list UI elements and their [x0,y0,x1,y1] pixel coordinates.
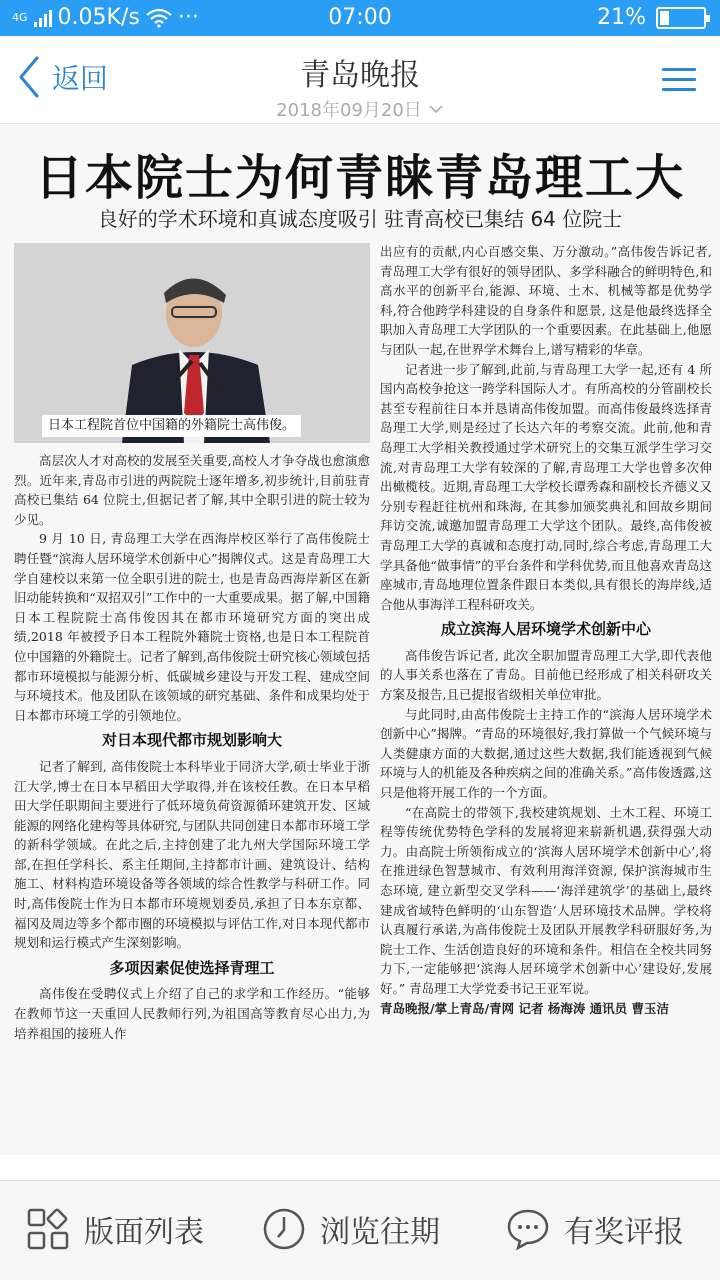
date-selector[interactable] [276,96,444,122]
rewarded-comment-button[interactable] [506,1207,684,1251]
status-bar [0,0,720,36]
layout-list-button[interactable] [26,1207,204,1251]
battery-level [660,11,669,25]
article-paragraph: 高伟俊在受聘仪式上介绍了自己的求学和工作经历。“能够在教师节这一天重回人民教师行列,为祖国高等教育尽心出力,为培养祖国的接班人作 [14,986,370,1041]
layout-list-label: 版面列表 [84,1215,204,1250]
section-heading: 多项因素促使选择青理工 [109,958,275,977]
speaker-portrait-image [14,243,370,443]
article-photo [14,243,370,443]
article-subhead: 良好的学术环境和真诚态度吸引 驻青高校已集结 64 位院士 [97,207,623,231]
newspaper-page[interactable] [0,125,720,1155]
grid-icon [26,1207,70,1251]
menu-icon[interactable] [662,68,696,92]
chevron-down-icon [428,104,444,114]
article-headline: 日本院士为何青睐青岛理工大 [34,150,685,206]
title-block [0,50,720,122]
bottom-nav [0,1180,720,1280]
article-paragraph: 高伟俊告诉记者, 此次全职加盟青岛理工大学,即代表他的人事关系也落在了青岛。目前他已经形成了相关科研攻关方案及报告,且已提报省级相关单位审批。 [380,647,712,703]
photo-caption: 日本工程院首位中国籍的外籍院士高伟俊。 [42,415,301,437]
clock-icon [262,1207,306,1251]
section-heading: 成立滨海人居环境学术创新中心 [440,620,651,639]
rewarded-comment-label: 有奖评报 [564,1215,684,1250]
comment-icon [506,1207,550,1251]
battery-percent: 21% [597,5,646,30]
top-app-bar [0,36,720,124]
back-label: 返回 [52,62,109,95]
article-paragraph: “在高院士的带领下,我校建筑规划、土木工程、环境工程等传统优势特色学科的发展将迎来崭新机遇,获得强大动力。由高院士所领衔成立的‘滨海人居环境学术创新中心’,将在推进绿色智慧城市、有效利用海洋资源, 保护滨海城市生态环境, 建立新型交叉学科——‘海洋建筑学’的基础上,最终建成省域特色鲜明的‘山东智造’人居环境技术品牌。学校将认真履行承诺,为高伟俊院士及团队开展教学科研服好务,为院士工作、生活创造良好的环境和条件。相信在全校共同努力下,一定能够把‘滨海人居环境学术创新中心’建设好,发展好。” 青岛理工大学党委书记王亚军说。 [380,804,712,996]
article-paragraph: 与此同时,由高伟俊院士主持工作的“滨海人居环境学术创新中心”揭牌。“青岛的环境很好,我打算做一个气候环境与人类健康方面的大数据,通过这些大数据,我们能透视到气候环境与人的机能及各种疾病之间的准确关系。”高伟俊透露,这只是他将开展工作的一个方面。 [380,706,712,801]
battery-icon [656,7,706,29]
network-speed: 0.05K/s [57,5,140,30]
article-paragraph: 记者了解到, 高伟俊院士本科毕业于同济大学,硕士毕业于浙江大学,博士在日本早稻田大学取得,并在该校任教。在日本早稻田大学任职期间主要进行了低环境负荷资源循环建筑开发、区域能源的网络化建构等具体研究,与团队共同创建日本都市环境工学的新科学领域。在此之后,主持创建了北九州大学国际环境工学部,在担任学科长、系主任期间,主持都市计画、建筑设计、结构施工、材料构造环境设备等各领域的综合性教学与科研工作。同时,高伟俊院士作为日本都市环境规划委员,承担了日本东京都、福冈及周边等多个都市圈的环境模拟与评估工作,对日本现代都市规划和运行模式产生深刻影响。 [14,758,370,951]
browse-past-label: 浏览往期 [320,1215,440,1250]
status-right [597,5,706,30]
status-time: 07:00 [328,5,392,30]
article-paragraph: 出应有的贡献,内心百感交集、万分激动。”高伟俊告诉记者,青岛理工大学有很好的领导团队、多学科融合的鲜明特色,和高水平的创新平台,能源、环境、土木、机械等都是优势学科,符合他跨学科建设的自身条件和愿景, 这是他最终选择全职加入青岛理工大学团队的一个重要因素。在此基础上,他愿与团队一起,在世界学术舞台上,谱写精彩的华章。 [380,244,712,357]
right-column [380,242,712,1018]
more-dots-icon: ··· [177,5,199,30]
section-heading: 对日本现代都市规划影响大 [101,731,282,750]
article-paragraph: 高层次人才对高校的发展至关重要,高校人才争夺战也愈演愈烈。近年来,青岛市引进的两院院士逐年增多,初步统计,目前驻青高校已集结 64 位院士,但据记者了解,其中全职引进的院士较为少见。 [14,453,370,527]
browse-past-button[interactable] [262,1207,440,1251]
network-badge: 4G [12,11,28,24]
article-paragraph: 9 月 10 日, 青岛理工大学在西海岸校区举行了高伟俊院士聘任暨“滨海人居环境学术创新中心”揭牌仪式。这是青岛理工大学自建校以来第一位全职引进的院士, 也是青岛西海岸新区在新旧动能转换和“双招双引”工作中的一大重要成果。据了解,中国籍日本工程院院士高伟俊因其在都市环境研究方面的突出成绩,2018 年被授予日本工程院外籍院士资格,也是日本工程院首位中国籍的外籍院士。记者了解到,高伟俊院士研究核心领域包括都市环境模拟与能源分析、低碳城乡建设与开发工程、建成空间与环境技术。他及团队在该领域的研究基础、条件和成果均处于日本都市环境工学的引领地位。 [14,531,370,723]
article-byline: 青岛晚报/掌上青岛/青网 记者 杨海涛 通讯员 曹玉洁 [380,1000,670,1016]
paper-title: 青岛晚报 [300,58,420,93]
issue-date: 2018年09月20日 [276,100,422,121]
left-column [14,243,370,1043]
article-paragraph: 记者进一步了解到,此前,与青岛理工大学一起,还有 4 所国内高校争抢这一跨学科国际人才。有所高校的分管副校长甚至专程前往日本并恳请高伟俊加盟。而高伟俊最终选择青岛理工大学,则是经过了长达六年的考察交流。此前,他和青岛理工大学相关教授通过学术研究上的交集互派学生学习交流,对青岛理工大学有较深的了解,青岛理工大学也曾多次伸出橄榄枝。近期,青岛理工大学校长谭秀森和副校长齐德义又分别专程赶往杭州和珠海, 在其参加颁奖典礼和回故乡期间拜访交流,诚邀加盟青岛理工大学这个团队。最终,高伟俊被青岛理工大学的真诚和态度打动,同时,综合考虑,青岛理工大学具备他“做事情”的平台条件和学科优势,而且他喜欢青岛这座城市,青岛地理位置条件跟日本类似,具有很长的海岸线,适合他从事海洋工程科研攻关。 [380,361,712,612]
